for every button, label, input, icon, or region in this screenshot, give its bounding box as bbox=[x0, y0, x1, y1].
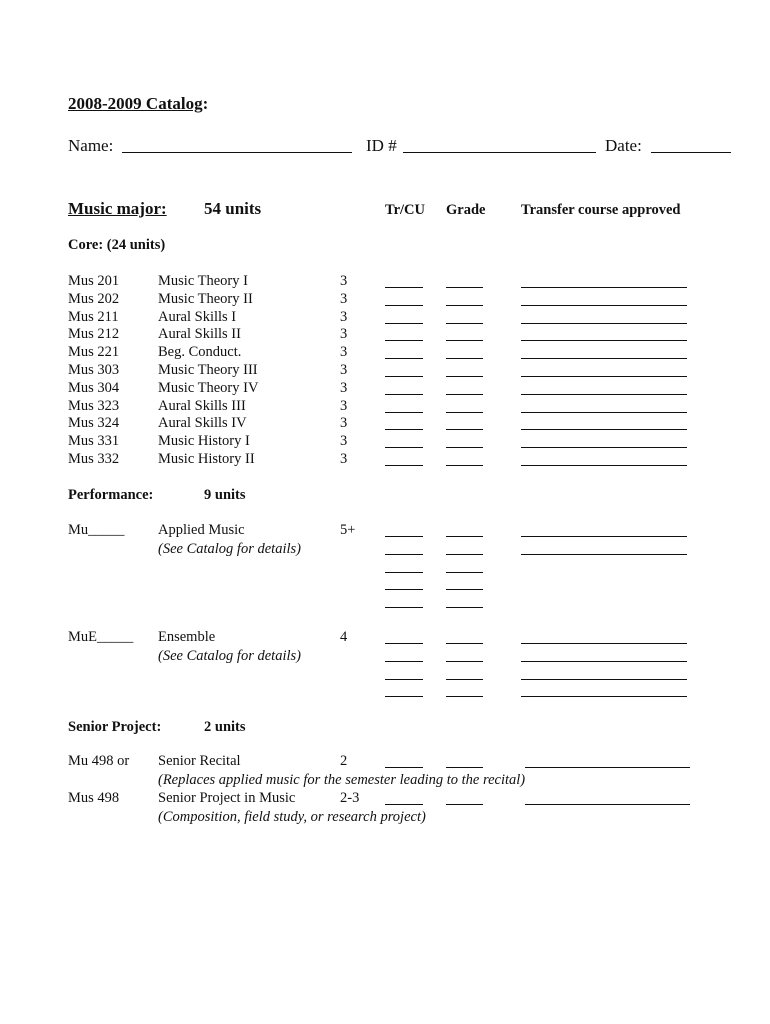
grade-blank[interactable] bbox=[446, 447, 483, 448]
transfer-blank[interactable] bbox=[521, 376, 687, 377]
grade-blank[interactable] bbox=[446, 394, 483, 395]
grade-blank[interactable] bbox=[446, 643, 483, 644]
course-title: Music Theory I bbox=[158, 273, 248, 289]
course-title: Aural Skills IV bbox=[158, 415, 247, 432]
senior-units: 2 units bbox=[204, 719, 246, 735]
course-units: 3 bbox=[340, 379, 348, 396]
col-grade: Grade bbox=[446, 202, 486, 218]
trcu-blank[interactable] bbox=[385, 376, 423, 377]
course-title: Music Theory IV bbox=[158, 379, 259, 396]
project-grade-blank[interactable] bbox=[446, 804, 483, 805]
grade-blank[interactable] bbox=[446, 376, 483, 377]
course-units: 3 bbox=[340, 326, 348, 343]
grade-blank[interactable] bbox=[446, 607, 483, 608]
applied-code: Mu_____ bbox=[68, 522, 125, 538]
transfer-blank[interactable] bbox=[521, 696, 687, 697]
course-title: Music History I bbox=[158, 433, 250, 450]
name-field[interactable] bbox=[122, 152, 352, 153]
ensemble-note: (See Catalog for details) bbox=[158, 648, 301, 664]
trcu-blank[interactable] bbox=[385, 536, 423, 537]
project-transfer-blank[interactable] bbox=[525, 804, 690, 805]
col-transfer: Transfer course approved bbox=[521, 202, 681, 218]
trcu-blank[interactable] bbox=[385, 696, 423, 697]
trcu-blank[interactable] bbox=[385, 607, 423, 608]
trcu-blank[interactable] bbox=[385, 589, 423, 590]
catalog-heading: 2008-2009 Catalog: bbox=[68, 94, 209, 113]
applied-units: 5+ bbox=[340, 522, 356, 538]
recital-units: 2 bbox=[340, 753, 348, 769]
course-title: Aural Skills III bbox=[158, 397, 246, 414]
transfer-blank[interactable] bbox=[521, 305, 687, 306]
transfer-blank[interactable] bbox=[521, 447, 687, 448]
grade-blank[interactable] bbox=[446, 696, 483, 697]
transfer-blank[interactable] bbox=[521, 358, 687, 359]
trcu-blank[interactable] bbox=[385, 305, 423, 306]
ensemble-units: 4 bbox=[340, 629, 348, 645]
course-units: 3 bbox=[340, 308, 348, 325]
grade-blank[interactable] bbox=[446, 287, 483, 288]
course-title: Aural Skills I bbox=[158, 308, 237, 325]
ensemble-code: MuE_____ bbox=[68, 629, 134, 645]
course-units: 3 bbox=[340, 433, 348, 450]
transfer-blank[interactable] bbox=[521, 661, 687, 662]
date-label: Date: bbox=[605, 136, 642, 155]
senior-heading: Senior Project: bbox=[68, 719, 162, 735]
grade-blank[interactable] bbox=[446, 358, 483, 359]
course-code: Mus 221 bbox=[68, 344, 120, 361]
grade-blank[interactable] bbox=[446, 536, 483, 537]
course-units: 3 bbox=[340, 273, 348, 289]
project-title: Senior Project in Music bbox=[158, 790, 296, 806]
grade-blank[interactable] bbox=[446, 572, 483, 573]
grade-blank[interactable] bbox=[446, 340, 483, 341]
trcu-blank[interactable] bbox=[385, 465, 423, 466]
trcu-blank[interactable] bbox=[385, 287, 423, 288]
project-trcu-blank[interactable] bbox=[385, 804, 423, 805]
transfer-blank[interactable] bbox=[521, 536, 687, 537]
grade-blank[interactable] bbox=[446, 589, 483, 590]
grade-blank[interactable] bbox=[446, 465, 483, 466]
applied-title: Applied Music bbox=[158, 522, 245, 538]
course-units: 3 bbox=[340, 397, 348, 414]
date-field[interactable] bbox=[651, 152, 731, 153]
grade-blank[interactable] bbox=[446, 554, 483, 555]
course-code: Mus 331 bbox=[68, 433, 120, 450]
trcu-blank[interactable] bbox=[385, 447, 423, 448]
course-units: 3 bbox=[340, 415, 348, 432]
recital-note: (Replaces applied music for the semester leading to the recital) bbox=[158, 772, 526, 788]
trcu-blank[interactable] bbox=[385, 554, 423, 555]
trcu-blank[interactable] bbox=[385, 358, 423, 359]
recital-title: Senior Recital bbox=[158, 753, 241, 769]
grade-blank[interactable] bbox=[446, 305, 483, 306]
grade-blank[interactable] bbox=[446, 412, 483, 413]
grade-blank[interactable] bbox=[446, 661, 483, 662]
project-units: 2-3 bbox=[340, 790, 360, 806]
ensemble-title: Ensemble bbox=[158, 629, 216, 645]
applied-note: (See Catalog for details) bbox=[158, 541, 301, 557]
grade-blank[interactable] bbox=[446, 679, 483, 680]
id-field[interactable] bbox=[403, 152, 596, 153]
course-units: 3 bbox=[340, 451, 348, 467]
transfer-blank[interactable] bbox=[521, 394, 687, 395]
major-units: 54 units bbox=[204, 199, 262, 218]
transfer-blank[interactable] bbox=[521, 340, 687, 341]
transfer-blank[interactable] bbox=[521, 679, 687, 680]
transfer-blank[interactable] bbox=[521, 287, 687, 288]
course-title: Beg. Conduct. bbox=[158, 344, 242, 361]
trcu-blank[interactable] bbox=[385, 412, 423, 413]
course-units: 3 bbox=[340, 362, 348, 378]
course-code: Mus 323 bbox=[68, 397, 120, 414]
course-code: Mus 324 bbox=[68, 415, 120, 432]
trcu-blank[interactable] bbox=[385, 661, 423, 662]
course-code: Mus 332 bbox=[68, 451, 120, 467]
course-code: Mus 202 bbox=[68, 290, 120, 307]
transfer-blank[interactable] bbox=[521, 465, 687, 466]
grade-blank[interactable] bbox=[446, 323, 483, 324]
col-trcu: Tr/CU bbox=[385, 202, 426, 218]
course-code: Mus 303 bbox=[68, 362, 120, 378]
transfer-blank[interactable] bbox=[521, 323, 687, 324]
catalog-year: 2008-2009 Catalog bbox=[68, 94, 203, 113]
transfer-blank[interactable] bbox=[521, 643, 687, 644]
course-title: Music Theory III bbox=[158, 362, 258, 378]
trcu-blank[interactable] bbox=[385, 643, 423, 644]
id-label: ID # bbox=[366, 136, 397, 155]
course-code: Mus 211 bbox=[68, 308, 119, 325]
course-code: Mus 212 bbox=[68, 326, 120, 343]
project-note: (Composition, field study, or research project) bbox=[158, 809, 426, 825]
recital-trcu-blank[interactable] bbox=[385, 767, 423, 768]
transfer-blank[interactable] bbox=[521, 554, 687, 555]
course-units: 3 bbox=[340, 344, 348, 361]
course-code: Mus 201 bbox=[68, 273, 120, 289]
project-code: Mus 498 bbox=[68, 790, 120, 806]
trcu-blank[interactable] bbox=[385, 572, 423, 573]
course-title: Music Theory II bbox=[158, 290, 253, 307]
course-code: Mus 304 bbox=[68, 379, 120, 396]
trcu-blank[interactable] bbox=[385, 394, 423, 395]
recital-grade-blank[interactable] bbox=[446, 767, 483, 768]
core-heading: Core: (24 units) bbox=[68, 237, 166, 253]
trcu-blank[interactable] bbox=[385, 429, 423, 430]
performance-heading: Performance: bbox=[68, 487, 154, 503]
course-units: 3 bbox=[340, 290, 348, 307]
transfer-blank[interactable] bbox=[521, 412, 687, 413]
performance-units: 9 units bbox=[204, 487, 246, 503]
course-title: Aural Skills II bbox=[158, 326, 241, 343]
recital-code: Mu 498 or bbox=[68, 753, 130, 769]
major-title: Music major: bbox=[68, 199, 167, 218]
trcu-blank[interactable] bbox=[385, 340, 423, 341]
grade-blank[interactable] bbox=[446, 429, 483, 430]
transfer-blank[interactable] bbox=[521, 429, 687, 430]
trcu-blank[interactable] bbox=[385, 679, 423, 680]
recital-transfer-blank[interactable] bbox=[525, 767, 690, 768]
course-title: Music History II bbox=[158, 451, 255, 467]
name-label: Name: bbox=[68, 136, 114, 155]
trcu-blank[interactable] bbox=[385, 323, 423, 324]
